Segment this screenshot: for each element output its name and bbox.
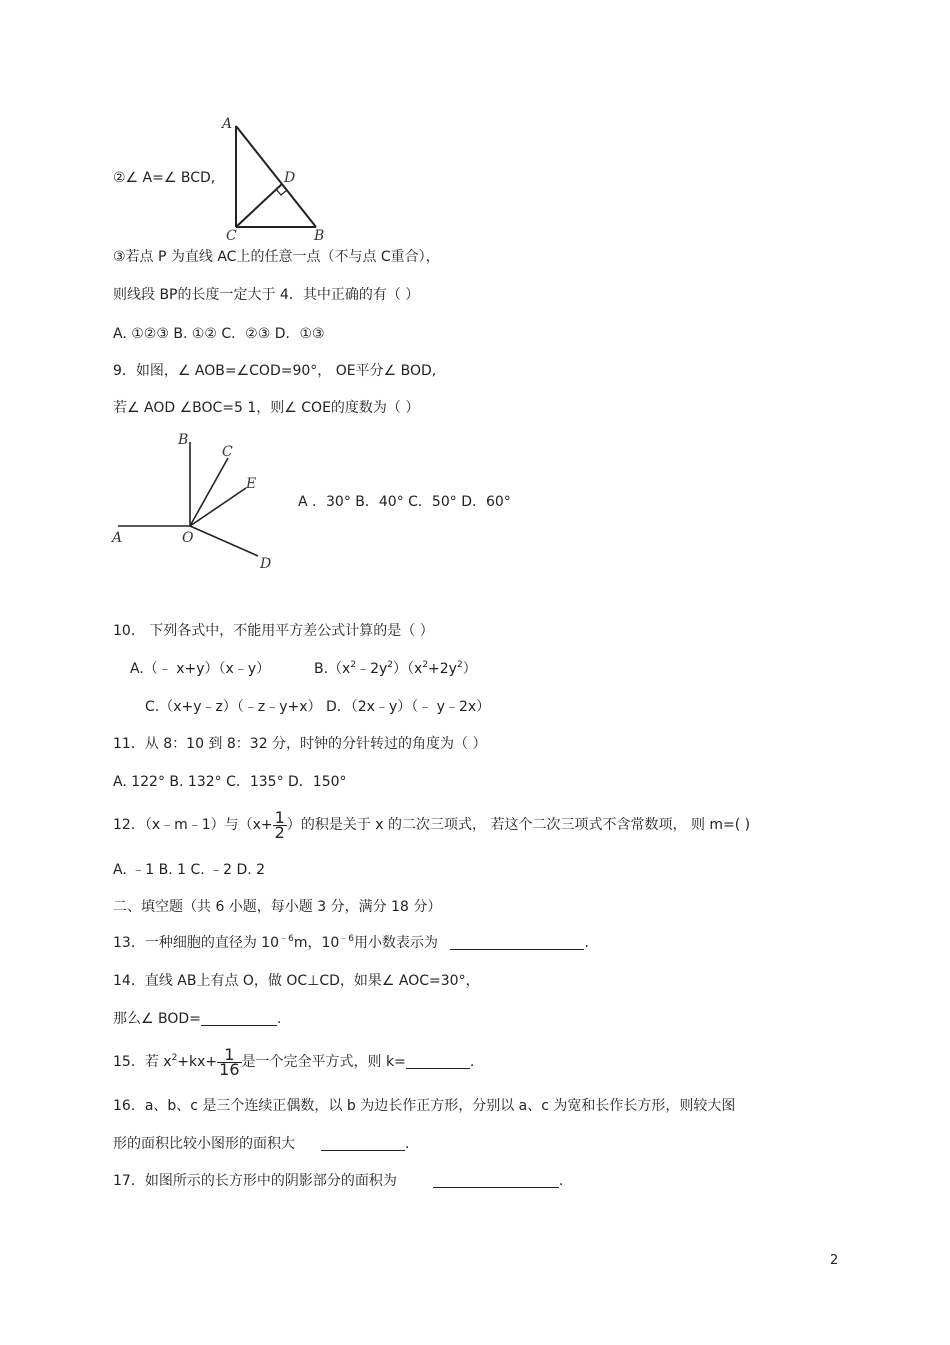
q10-option-a: A.（﹣ x+y）（x﹣y） <box>130 661 271 677</box>
label-c: C <box>226 228 237 242</box>
q10-stem: 10． 下列各式中，不能用平方差公式计算的是（ ） <box>113 623 434 639</box>
q12-stem: 12．（x﹣m﹣1）与（x+ $\frac{1}{2}$ ）的积是关于 x 的二次三项式， 若这个二次三项式不含常数项， 则 m=( ) <box>113 807 751 842</box>
label-d: D <box>260 556 272 572</box>
fraction-one-sixteenth: $\frac{1}{16}$ <box>219 1044 240 1079</box>
q16-stem-line2: 形的面积比较小图形的面积大 . <box>113 1136 410 1152</box>
q8-statement-2: ②∠ A=∠ BCD, <box>113 170 216 186</box>
answer-blank[interactable] <box>321 1136 405 1151</box>
q14-stem-line2: 那么∠ BOD= . <box>113 1011 282 1027</box>
label-a: A <box>222 116 233 132</box>
answer-blank[interactable] <box>406 1054 470 1069</box>
q10-options-cd: C.（x+y﹣z）（﹣z﹣y+x） D．（2x﹣y）（﹣ y﹣2x） <box>145 699 491 715</box>
answer-blank[interactable] <box>450 935 584 950</box>
answer-blank[interactable] <box>433 1173 559 1188</box>
q8-statement-3: ③若点 P 为直线 AC上的任意一点（不与点 C重合）， <box>113 249 440 265</box>
q9-stem-line2: 若∠ AOD ∠BOC=5 1，则∠ COE的度数为（ ） <box>113 400 420 416</box>
answer-blank[interactable] <box>201 1011 277 1026</box>
q8-triangle-figure <box>218 112 328 242</box>
label-c: C <box>222 444 233 460</box>
label-e: E <box>246 476 257 492</box>
q9-stem-line1: 9．如图，∠ AOB=∠COD=90°， OE平分∠ BOD, <box>113 363 437 379</box>
label-b: B <box>314 228 325 242</box>
q15-stem: 15．若 $x^2+kx+$ $\frac{1}{16}$ 是一个完全平方式，则 k= . <box>113 1044 475 1079</box>
q16-stem-line1: 16．a、b、c 是三个连续正偶数，以 b 为边长作正方形，分别以 a、c 为宽和长作长方形，则较大图 <box>113 1098 736 1114</box>
fraction-one-half: $\frac{1}{2}$ <box>274 807 285 842</box>
q13-stem: 13．一种细胞的直径为 $10^{﹣6}m$，$10^{﹣6}$用小数表示为 . <box>113 934 589 951</box>
q14-stem-line1: 14．直线 AB上有点 O，做 OC⊥CD，如果∠ AOC=30°， <box>113 973 480 989</box>
q9-options: A ．30° B．40° C．50° D．60° <box>298 494 511 510</box>
q10-option-b: $B.(x^2﹣2y^2)(x^2+2y^2)$ <box>314 660 477 677</box>
section-title: 二、填空题（共 6 小题，每小题 3 分，满分 18 分） <box>113 899 442 915</box>
page-number: 2 <box>830 1253 839 1268</box>
label-b: B <box>178 432 189 448</box>
label-o: O <box>182 530 194 546</box>
label-a: A <box>112 530 123 546</box>
q12-options: A. ﹣1 B. 1 C. ﹣2 D. 2 <box>113 862 266 878</box>
q8-statement-3-cont: 则线段 BP的长度一定大于 4．其中正确的有（ ） <box>113 287 420 303</box>
label-d: D <box>284 170 296 186</box>
q11-options: A. 122° B. 132° C．135° D．150° <box>113 774 347 790</box>
q17-stem: 17．如图所示的长方形中的阴影部分的面积为 . <box>113 1173 564 1189</box>
q8-options: A. ①②③ B. ①② C．②③ D．①③ <box>113 326 325 342</box>
q11-stem: 11．从 8：10 到 8：32 分，时钟的分针转过的角度为（ ） <box>113 736 487 752</box>
q9-angle-figure <box>110 428 285 578</box>
